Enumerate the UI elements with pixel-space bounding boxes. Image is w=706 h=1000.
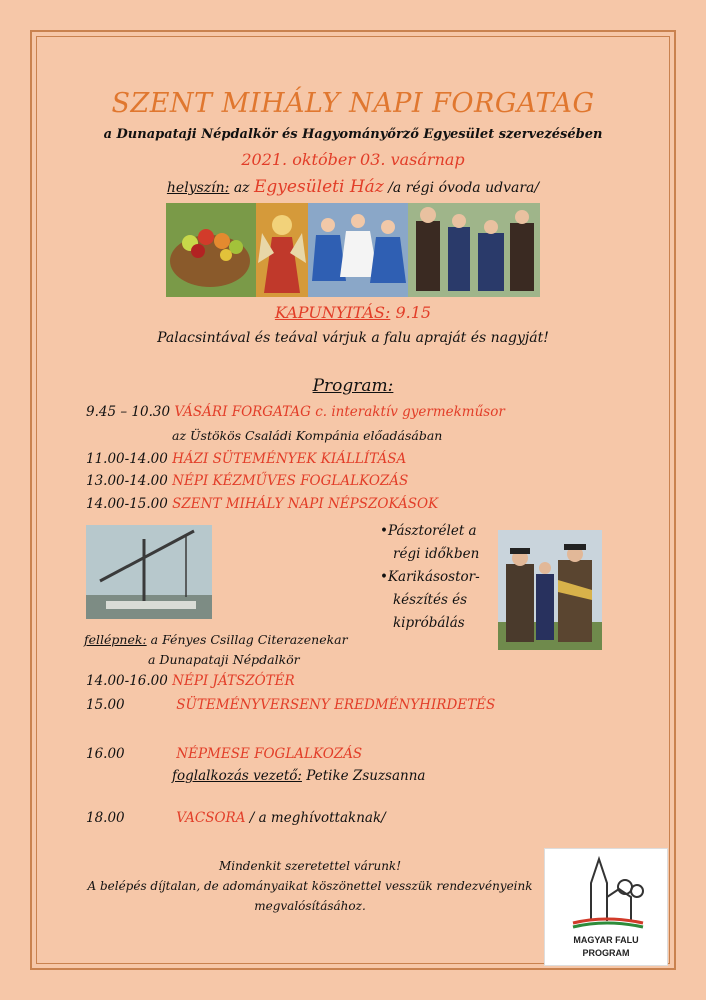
venue-prefix: az bbox=[233, 180, 250, 196]
program-time: 9.45 – 10.30 bbox=[86, 404, 171, 420]
performer-1: a Fényes Csillag Citerazenekar bbox=[150, 632, 348, 647]
bullet-item: régi időkben bbox=[393, 546, 480, 562]
program-row bbox=[86, 746, 362, 762]
village-church-icon bbox=[545, 849, 667, 929]
program-time: 15.00 bbox=[86, 697, 125, 713]
leader-label: foglalkozás vezető: bbox=[172, 768, 302, 784]
program-event: SZENT MIHÁLY NAPI NÉPSZOKÁSOK bbox=[172, 496, 439, 512]
program-event: NÉPI KÉZMŰVES FOGLALKOZÁS bbox=[172, 473, 409, 489]
photo-collage bbox=[166, 203, 540, 297]
footer-line-3: megvalósításához. bbox=[254, 899, 366, 913]
program-event: VÁSÁRI FORGATAG c. interaktív gyermekműsor bbox=[174, 404, 505, 420]
program-row bbox=[86, 451, 406, 467]
welcome-text: Palacsintával és teával várjuk a falu apraját és nagyját! bbox=[157, 330, 549, 346]
program-row bbox=[86, 810, 386, 826]
opening-label: KAPUNYITÁS: bbox=[274, 303, 391, 322]
program-event: VACSORA bbox=[176, 810, 246, 826]
program-event: NÉPI JÁTSZÓTÉR bbox=[172, 673, 295, 689]
program-row bbox=[86, 673, 295, 689]
program-time: 18.00 bbox=[86, 810, 125, 826]
bullet-item: készítés és bbox=[393, 592, 468, 608]
program-time: 11.00-14.00 bbox=[86, 451, 168, 467]
organizer-line: a Dunapataji Népdalkör és Hagyományőrző Egyesület szervezésében bbox=[103, 127, 603, 142]
venue-name: Egyesületi Ház bbox=[254, 177, 384, 197]
bullet-item: kipróbálás bbox=[393, 615, 465, 631]
shepherds-photo bbox=[498, 530, 602, 650]
opening-line bbox=[0, 303, 706, 322]
bullet-list bbox=[380, 520, 480, 635]
program-row bbox=[86, 496, 438, 512]
well-photo bbox=[86, 525, 212, 619]
program-row bbox=[86, 473, 408, 489]
bullet-item: •Pásztorélet a bbox=[380, 523, 477, 539]
performers-label: fellépnek: bbox=[84, 632, 147, 647]
event-date: 2021. október 03. vasárnap bbox=[241, 150, 465, 169]
program-note: / a meghívottaknak/ bbox=[249, 810, 386, 826]
performer-2: a Dunapataji Népdalkör bbox=[148, 652, 300, 667]
leader-name: Petike Zsuzsanna bbox=[306, 768, 426, 784]
bullet-item: •Karikásostor- bbox=[380, 569, 480, 585]
opening-time: 9.15 bbox=[395, 303, 432, 322]
program-event: SÜTEMÉNYVERSENY EREDMÉNYHIRDETÉS bbox=[176, 697, 496, 713]
program-row bbox=[86, 697, 495, 713]
logo-line-1: MAGYAR FALU bbox=[573, 935, 639, 945]
program-heading: Program: bbox=[312, 376, 394, 396]
venue-label: helyszín: bbox=[166, 180, 230, 196]
venue-note: /a régi óvoda udvara/ bbox=[388, 180, 540, 196]
program-time: 13.00-14.00 bbox=[86, 473, 168, 489]
program-time: 16.00 bbox=[86, 746, 125, 762]
performers-line bbox=[84, 632, 348, 647]
program-time: 14.00-16.00 bbox=[86, 673, 168, 689]
program-detail: az Üstökös Családi Kompánia előadásában bbox=[172, 428, 443, 443]
program-event: NÉPMESE FOGLALKOZÁS bbox=[176, 746, 363, 762]
footer-line-2: A belépés díjtalan, de adományaikat köszönettel vesszük rendezvényeink bbox=[87, 879, 533, 893]
program-row bbox=[86, 404, 505, 420]
program-leader bbox=[172, 768, 425, 784]
magyar-falu-program-logo bbox=[544, 848, 668, 966]
footer-line-1: Mindenkit szeretettel várunk! bbox=[218, 859, 402, 873]
venue-line bbox=[0, 177, 706, 197]
event-title: SZENT MIHÁLY NAPI FORGATAG bbox=[111, 88, 595, 119]
logo-line-2: PROGRAM bbox=[582, 948, 630, 958]
program-time: 14.00-15.00 bbox=[86, 496, 168, 512]
program-event: HÁZI SÜTEMÉNYEK KIÁLLÍTÁSA bbox=[172, 451, 407, 467]
